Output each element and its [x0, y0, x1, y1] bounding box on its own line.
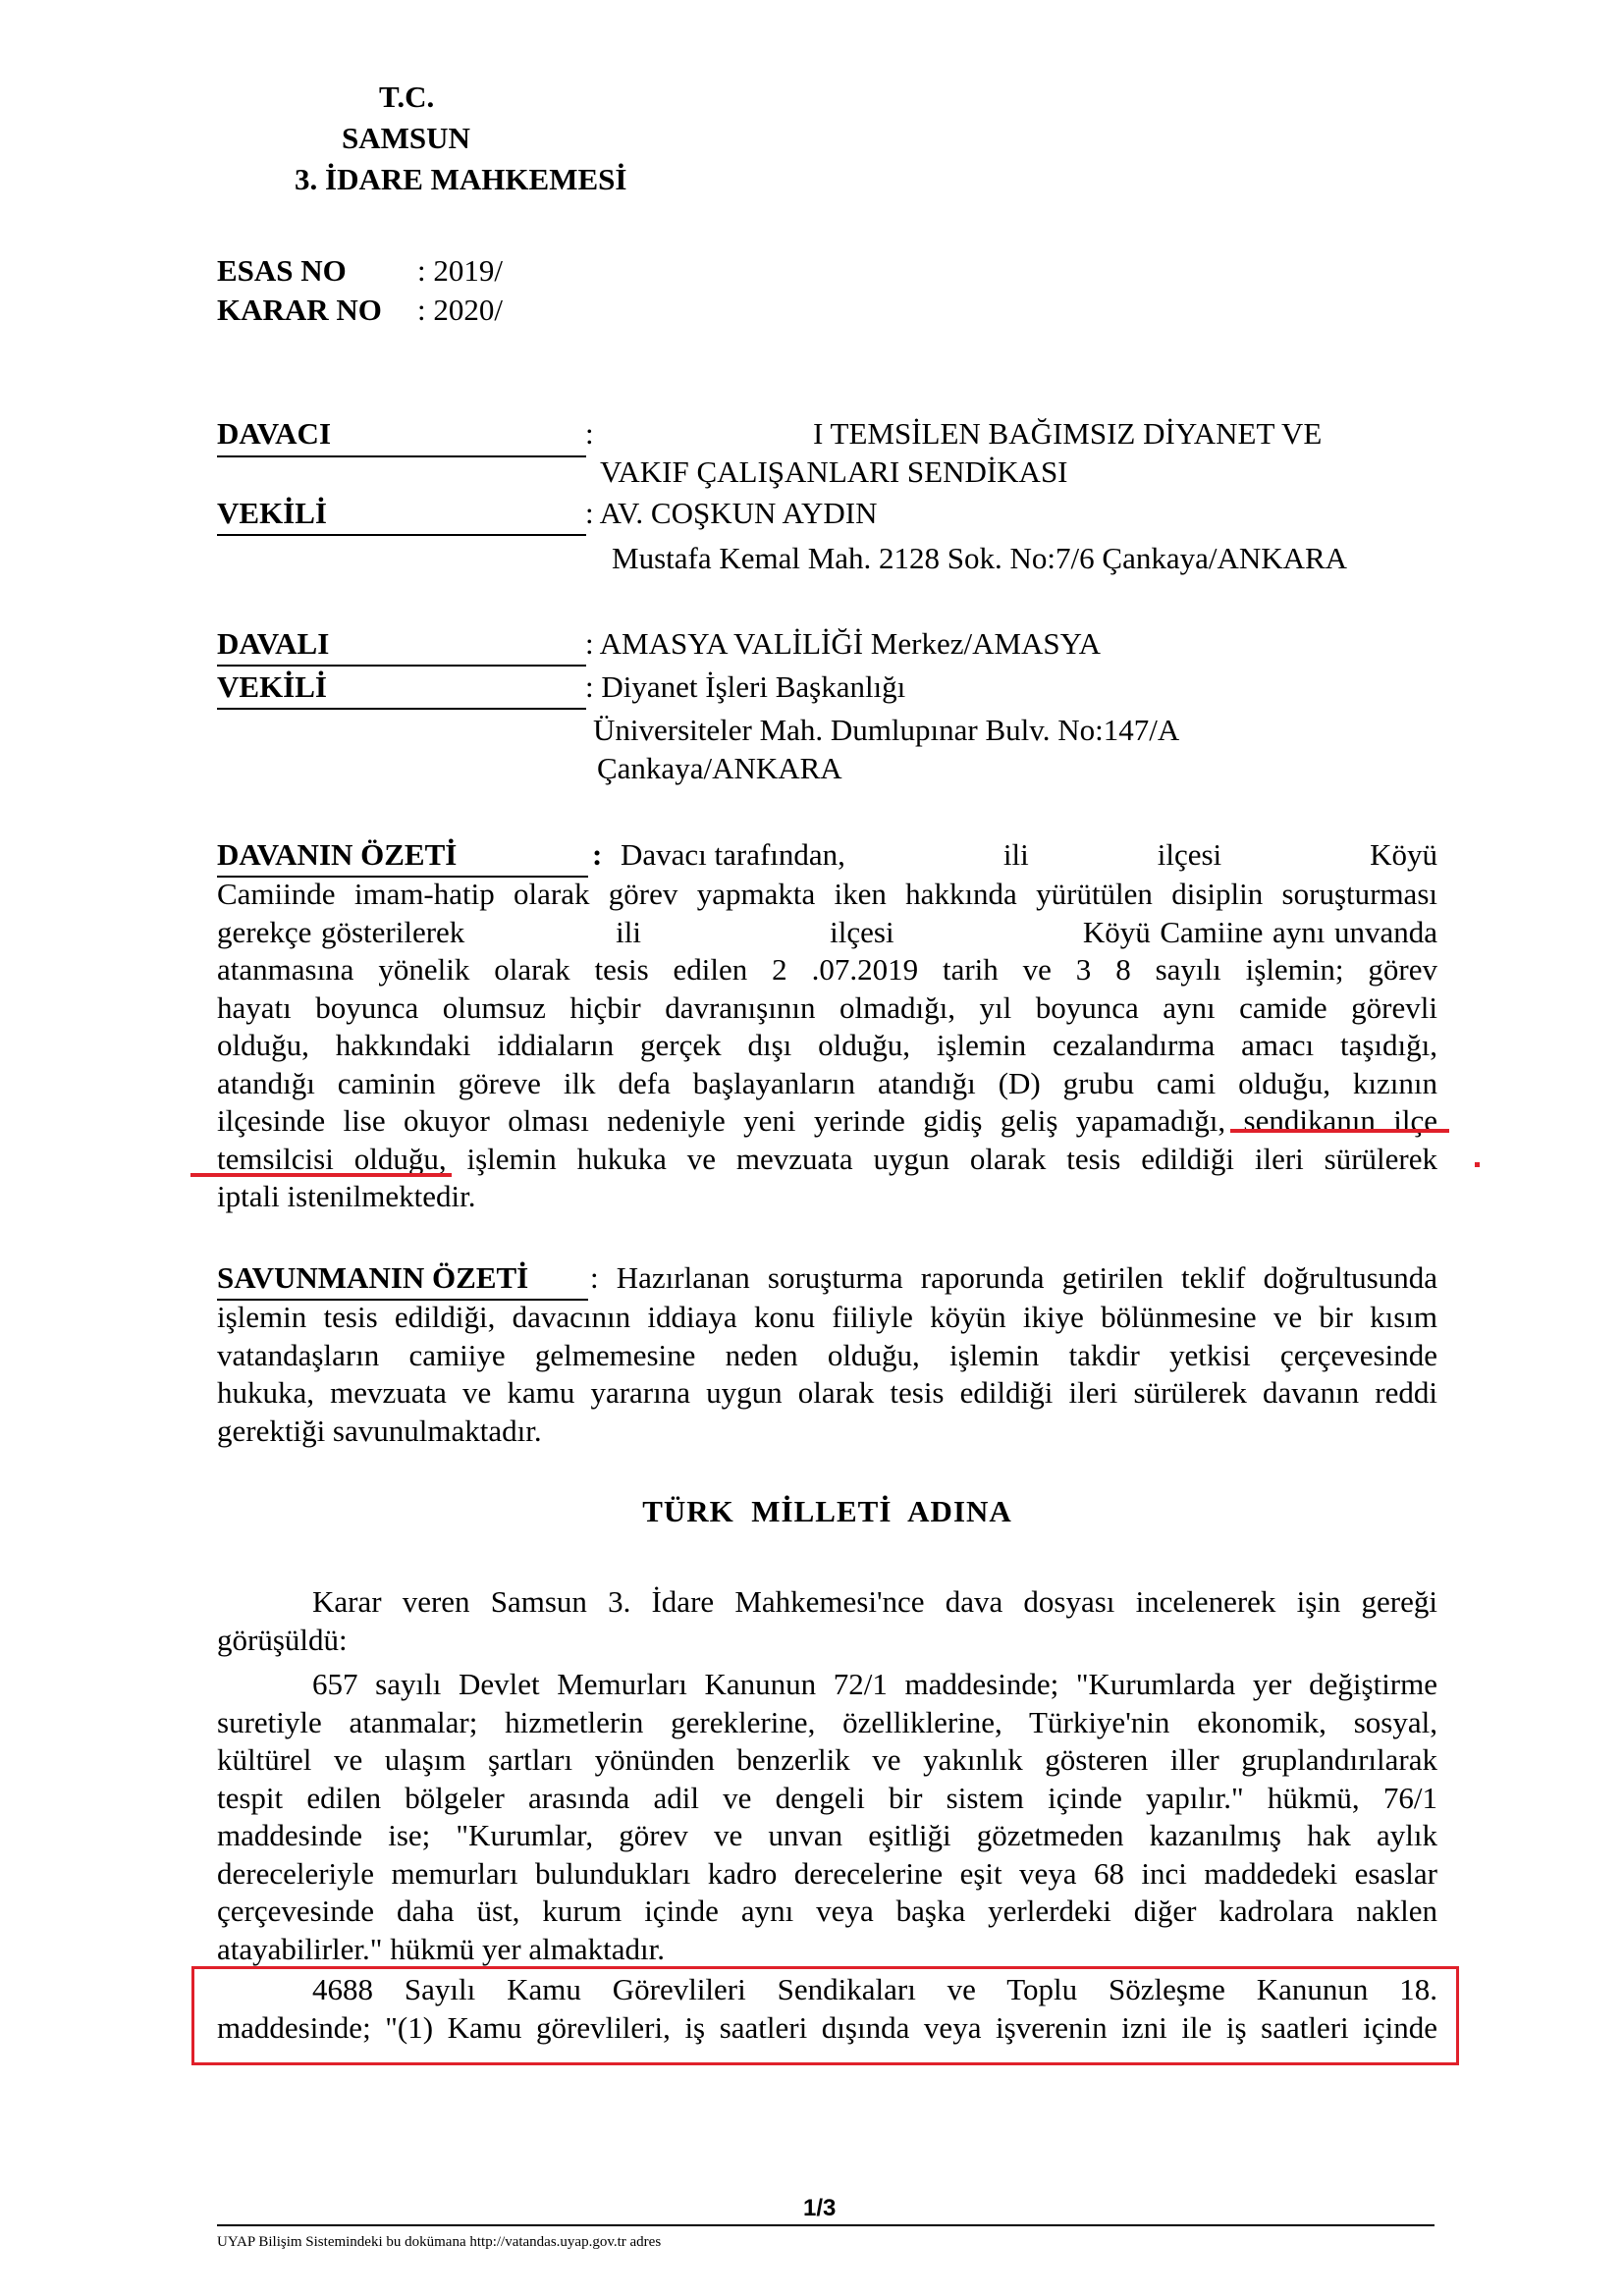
- kanun-4688-paragraph: [217, 1971, 1437, 2047]
- court-header: [295, 77, 648, 200]
- savunma-line-1: işlemin tesis edildiği, davacının iddiaya konu fiiliyle köyün ikiye bölünmesine ve bir kısım: [217, 1300, 1437, 1334]
- decision-title: TÜRK MİLLETİ ADINA: [642, 1494, 1012, 1528]
- vekili2-underline: [217, 708, 586, 710]
- vekili1-label: VEKİLİ: [217, 496, 327, 530]
- ozet-line-1: Camiinde imam-hatip olarak görev yapmakta iken hakkında yürütülen disiplin soruşturması: [217, 877, 1437, 911]
- davali-underline: [217, 665, 586, 667]
- ozet-body: [217, 876, 1437, 1216]
- vekili1-value: : AV. COŞKUN AYDIN: [585, 496, 878, 530]
- kanun-657-line-6: dereceleriyle memurları bulundukları kadro derecelerine eşit veya 68 inci maddedeki esaslar: [217, 1855, 1437, 1891]
- kanun-657-line-5: maddesinde ise; "Kurumlar, görev ve unvan eşitliği gözetmeden kazanılmış hak aylık: [217, 1818, 1437, 1852]
- savunma-body: [217, 1299, 1437, 1450]
- kanun-657-paragraph: [217, 1666, 1437, 1968]
- kanun-657-line-7: çerçevesinde daha üst, kurum içinde aynı veya başka yerlerdeki diğer kadrolara naklen: [217, 1894, 1437, 1928]
- ozet-line-7: ilçesinde lise okuyor olması nedeniyle yeni yerinde gidiş geliş yapamadığı, sendikanın ilçe: [217, 1103, 1437, 1138]
- savunma-line-2: vatandaşların camiiye gelmemesine neden olduğu, işlemin takdir yetkisi çerçevesinde: [217, 1337, 1437, 1372]
- davali-value: : AMASYA VALİLİĞİ Merkez/AMASYA: [585, 626, 1102, 661]
- header-tc: T.C.: [379, 80, 435, 114]
- kanun-4688-line-1: 4688 Sayılı Kamu Görevlileri Sendikaları ve Toplu Sözleşme Kanunun 18.: [312, 1972, 1437, 2006]
- annotation-underline-2: [190, 1173, 452, 1177]
- ozet-part-1: Davacı tarafından,: [621, 837, 845, 872]
- ozet-line-4: hayatı boyunca olumsuz hiçbir davranışının olmadığı, yıl boyunca aynı camide görevli: [217, 989, 1437, 1025]
- header-court-name: 3. İDARE MAHKEMESİ: [295, 162, 627, 196]
- ozet-first-line: [621, 837, 1437, 873]
- vekili1-underline: [217, 534, 586, 536]
- vekili2-address-line2: Çankaya/ANKARA: [597, 751, 842, 785]
- kanun-657-line-2: suretiyle atanmalar; hizmetlerin gereklerine, özelliklerine, Türkiye'nin ekonomik, sosyal,: [217, 1704, 1437, 1739]
- footer-rule: [217, 2224, 1435, 2226]
- ozet-part-2: ili: [1002, 837, 1029, 872]
- davaci-colon: :: [585, 416, 594, 451]
- esas-label: ESAS NO: [217, 253, 347, 288]
- annotation-dot: [1475, 1162, 1480, 1167]
- ozet-last-line: iptali istenilmektedir.: [217, 1179, 476, 1213]
- kanun-657-line-1: 657 sayılı Devlet Memurları Kanunun 72/1 maddesinde; "Kurumlarda yer değiştirme: [312, 1667, 1437, 1701]
- ozet-line-2: gerekçe gösterilerek ili ilçesi Köyü Camiine aynı unvanda: [217, 914, 1437, 949]
- savunma-label: SAVUNMANIN ÖZETİ: [217, 1260, 529, 1295]
- ozet-line-3: atanmasına yönelik olarak tesis edilen 2 .07.2019 tarih ve 3 8 sayılı işlemin; görev: [217, 952, 1437, 987]
- ozet-line-6: atandığı caminin göreve ilk defa başlayanların atandığı (D) grubu cami olduğu, kızının: [217, 1065, 1437, 1100]
- davali-label: DAVALI: [217, 626, 330, 661]
- ozet-line-8: temsilcisi olduğu, işlemin hukuka ve mevzuata uygun olarak tesis edildiği ileri sürülerek: [217, 1141, 1437, 1176]
- ozet-label: DAVANIN ÖZETİ: [217, 837, 458, 872]
- davaci-underline: [217, 455, 586, 457]
- ozet-part-4: Köyü: [1370, 837, 1437, 872]
- annotation-underline-1: [1230, 1129, 1449, 1133]
- ozet-part-3: ilçesi: [1157, 837, 1222, 872]
- kanun-657-last-line: atayabilirler." hükmü yer almaktadır.: [217, 1931, 665, 1966]
- karar-label: KARAR NO: [217, 293, 382, 327]
- vekili1-address: Mustafa Kemal Mah. 2128 Sok. No:7/6 Çankaya/ANKARA: [612, 541, 1348, 575]
- savunma-last-line: gerektiği savunulmaktadır.: [217, 1413, 542, 1448]
- esas-value: : 2019/: [417, 253, 503, 288]
- kanun-657-line-3: kültürel ve ulaşım şartları yönünden benzerlik ve yakınlık gösteren iller gruplandırılarak: [217, 1742, 1437, 1777]
- ozet-line-5: olduğu, hakkındaki iddiaların gerçek dışı olduğu, işlemin cezalandırma amacı taşıdığı,: [217, 1028, 1437, 1062]
- header-city: SAMSUN: [342, 121, 470, 155]
- vekili2-value: : Diyanet İşleri Başkanlığı: [585, 669, 906, 704]
- karar-intro: [217, 1583, 1437, 1659]
- karar-value: : 2020/: [417, 293, 503, 327]
- davaci-name-line1: I TEMSİLEN BAĞIMSIZ DİYANET VE: [813, 416, 1323, 451]
- kanun-4688-line-2: maddesinde; "(1) Kamu görevlileri, iş saatleri dışında veya işverenin izni ile iş saatleri içinde: [217, 2009, 1437, 2045]
- savunma-line-3: hukuka, mevzuata ve kamu yararına uygun olarak tesis edildiği ileri sürülerek davanın reddi: [217, 1375, 1437, 1410]
- savunma-first-line: : Hazırlanan soruşturma raporunda getirilen teklif doğrultusunda: [590, 1260, 1437, 1295]
- kanun-657-line-4: tespit edilen bölgeler arasında adil ve dengeli bir sistem içinde yapılır." hükmü, 76/1: [217, 1780, 1437, 1815]
- davaci-name-line2: VAKIF ÇALIŞANLARI SENDİKASI: [600, 454, 1068, 489]
- footer-text: UYAP Bilişim Sistemindeki bu dokümana http://vatandas.uyap.gov.tr adres: [217, 2234, 662, 2250]
- page-number: 1/3: [803, 2195, 837, 2221]
- davaci-label: DAVACI: [217, 416, 332, 451]
- karar-intro-line-2: görüşüldü:: [217, 1622, 348, 1657]
- karar-intro-line-1: Karar veren Samsun 3. İdare Mahkemesi'nce dava dosyası incelenerek işin gereği: [312, 1584, 1437, 1619]
- ozet-colon: :: [592, 837, 603, 872]
- vekili2-label: VEKİLİ: [217, 669, 327, 704]
- vekili2-address-line1: Üniversiteler Mah. Dumlupınar Bulv. No:147/A: [593, 713, 1180, 747]
